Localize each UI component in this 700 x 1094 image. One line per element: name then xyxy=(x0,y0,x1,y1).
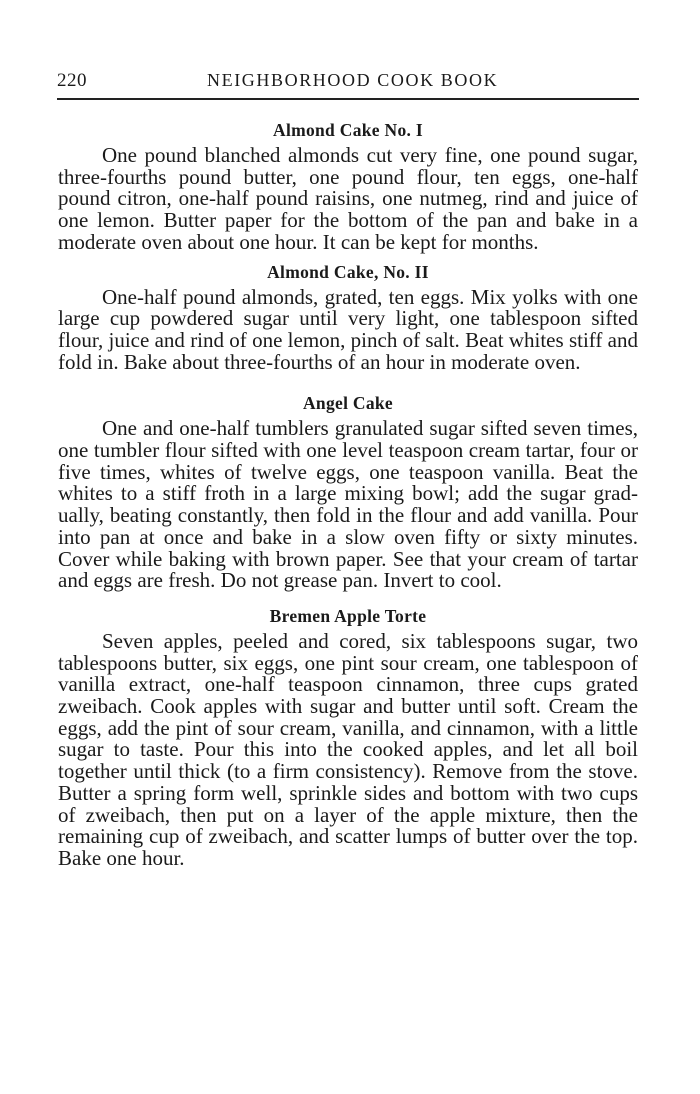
header-rule xyxy=(57,98,639,100)
recipe-almond-cake-1 xyxy=(58,120,638,254)
recipe-body: One-half pound almonds, grated, ten eggs. Mix yolks with one large cup powdered sugar until very light, one tablespoon sifted flour, juice and rind of one lemon, pinch of salt. Beat whites stiff and fold in. Bake about three-fourths of an hour in moderate oven. xyxy=(58,284,638,374)
page-number: 220 xyxy=(57,70,87,91)
recipe-title: Angel Cake xyxy=(302,393,393,414)
spacer xyxy=(58,254,638,262)
recipe-list xyxy=(58,120,638,870)
page-header xyxy=(57,70,639,94)
recipe-body: One pound blanched almonds cut very fine, one pound sugar, three-fourths pound butter, one pound flour, ten eggs, one-half pound citron, one-half pound raisins, one nutmeg, rind and juice of one lemon. Butter paper for the bottom of the pan and bake in a moderate oven about one hour. It can be kept for months. xyxy=(58,143,638,254)
recipe-almond-cake-2 xyxy=(58,262,638,374)
spacer xyxy=(58,373,638,393)
recipe-title: Bremen Apple Torte xyxy=(269,605,427,626)
recipe-angel-cake xyxy=(58,393,638,592)
recipe-title: Almond Cake No. I xyxy=(273,120,423,140)
recipe-title: Almond Cake, No. II xyxy=(267,261,429,282)
recipe-bremen-apple-torte xyxy=(58,606,638,870)
recipe-body: One and one-half tumblers granulated sugar sifted seven times, one tumbler flour sifted with one level teaspoon cream tartar, four or five times, whites of twelve eggs, one teaspoon vanilla. Beat the whites to a stiff froth in a large mixing bowl; add the sugar gradually, beating constantly, then fold in the flour and add vanilla. Pour into pan at once and bake in a slow oven fifty or sixty minutes. Cover while baking with brown paper. See that your cream of tartar and eggs are fresh. Do not grease pan. Invert to cool. xyxy=(58,416,638,593)
recipe-body: Seven apples, peeled and cored, six tablespoons sugar, two tablespoons butter, six eggs, one pint sour cream, one tablespoon of vanilla extract, one-half teaspoon cinnamon, three cups grated zweibach. Cook apples with sugar and butter until soft. Cream the eggs, add the pint of sour cream, vanilla, and cinnamon, with a little sugar to taste. Pour this into the cooked apples, and let all boil together until thick (to a firm consistency). Remove from the stove. Butter a spring form well, sprinkle sides and bottom with two cups of zweibach, then put on a layer of the apple mixture, then the remaining cup of zweibach, and scatter lumps of butter over the top. Bake one hour. xyxy=(58,628,638,870)
spacer xyxy=(58,592,638,606)
running-head: NEIGHBORHOOD COOK BOOK xyxy=(207,70,499,90)
